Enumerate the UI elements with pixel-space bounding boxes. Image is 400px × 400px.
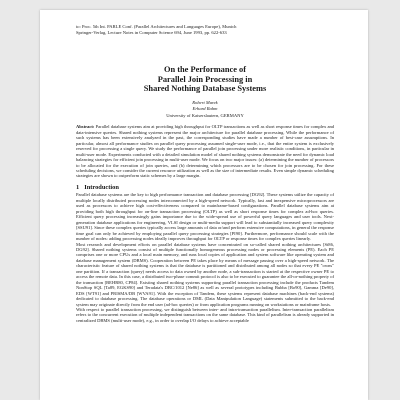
body-paragraph: With respect to parallel transaction processing, we distinguish between inter- and intra-transaction parallelism. Inter-transaction parallelism refers to the concurrent execution of multiple independent transactions on the same database. This kind of parallelism is already supported in centralized DBMS (multi-user mode), e.g., in order to overlap I/O delays to achieve acceptable [76, 307, 334, 323]
section-heading [76, 184, 334, 192]
section-number: 1 [76, 183, 80, 191]
publication-info [76, 24, 334, 35]
section-title: Introduction [84, 183, 119, 191]
abstract-label: Abstract: [76, 124, 95, 130]
title-line-3: Shared Nothing Database Systems [143, 84, 267, 94]
body-paragraph: Parallel database systems are the key to high performance transaction and database processing [DG92]. These systems utilize the capacity of multiple locally distributed processing nodes interconnected by a high-speed network. Typically, fast and inexpensive microprocessors are used as processors to achieve high cost-effectiveness compared to mainframe-based configurations. Parallel database systems aim at providing both high throughput for on-line transaction processing (OLTP) as well as short response times for complex ad-hoc queries. Efficient query processing increasingly gains importance due to the wide-spread use of powerful query languages and user tools. Next-generation database applications for engineering, VLSI design or multi-media support will lead to substantially increased query complexity [SSU91]. Since these complex queries typically access large amounts of data or/and perform extensive computations, in general the response time goal can only be achieved by employing parallel query processing strategies [PI90]. Furthermore, performance should scale with the number of nodes: adding processing nodes ideally improves throughput for OLTP or response times for complex queries linearly. [76, 192, 334, 242]
author-list [76, 100, 334, 112]
paper-title [76, 65, 334, 94]
title-line-1: On the Performance of [163, 65, 247, 75]
author-affiliation: University of Kaiserslautern, GERMANY [166, 112, 244, 118]
page-content [76, 24, 334, 323]
publication-info-line-1: to: Proc. 5th Int. PARLE Conf. (Parallel Architectures and Languages Europe), Munich [76, 24, 237, 29]
title-line-2: Parallel Join Processing in [157, 74, 253, 84]
author-name: Erhard Rahm [192, 105, 218, 111]
paper-page [40, 10, 368, 400]
abstract-text: Parallel database systems aim at providing high throughput for OLTP transactions as well as short response times for complex and data-intensive queries. Shared nothing systems represent the major architecture for parallel database processing. While the performance of such systems has been extensively analyzed in the past, the corresponding studies have made a number of best-case assumptions. In particular, almost all performance studies on parallel query processing assumed single-user mode, i.e., that the entire system is exclusively reserved for processing a single query. We study the performance of parallel join processing under more realistic conditions, in particular in multi-user mode. Experiments conducted with a detailed simulation model of shared nothing systems demonstrate the need for dynamic load balancing strategies for efficient join processing in multi-user mode. We focus on two major issues: (a) determining the number of processors to be allocated for the execution of join queries, and (b) determining which processors are to be chosen for join processing. For these scheduling decisions, we consider the current resource utilization as well as the size of intermediate results. Even simple dynamic scheduling strategies are shown to outperform static schemes by a large margin. [76, 124, 335, 179]
body-paragraph: Most research and development efforts on parallel database systems have concentrated on so-called shared nothing architectures [St86, DG92]. Shared nothing systems consist of multiple functionally homogeneous processing nodes or processing elements (PE). Each PE comprises one or more CPUs and a local main memory, and runs local copies of application and system software like operating system and database management system (DBMS). Cooperation between PE takes place by means of message passing over a high-speed network. The characteristic feature of shared nothing systems is that the database is partitioned and distributed among all nodes so that every PE "owns" one partition. If a transaction (query) needs access to data owned by another node, a sub-transaction is started at the respective owner PE to access the remote data. In this case, a distributed two-phase commit protocol is also to be executed to guarantee the all-or-nothing property of the transaction [BEHR80, CP84]. Existing shared nothing systems supporting parallel transaction processing include the products Tandem NonStop SQL [Ta89, EGKS90] and Teradata's DBC/1012 [Ne86] as well as several prototypes including Bubba [Bo90], Gamma [De90], EDS [WT91] and PRISMA/DB [WVA91]. With the exception of Tandem, these systems represent database machines (back-end systems) dedicated to database processing. The database operations or DML (Data Manipulation Language) statements submitted to the back-end system may originate directly from the end user (ad-hoc queries) or from application programs running on workstations or mainframe hosts. [76, 241, 334, 307]
author-name: Robert Marek [192, 99, 218, 105]
abstract [76, 124, 334, 179]
publication-info-line-2: Springer-Verlag, Lecture Notes in Computer Science 694, June 1993, pp. 622-633 [76, 29, 227, 35]
